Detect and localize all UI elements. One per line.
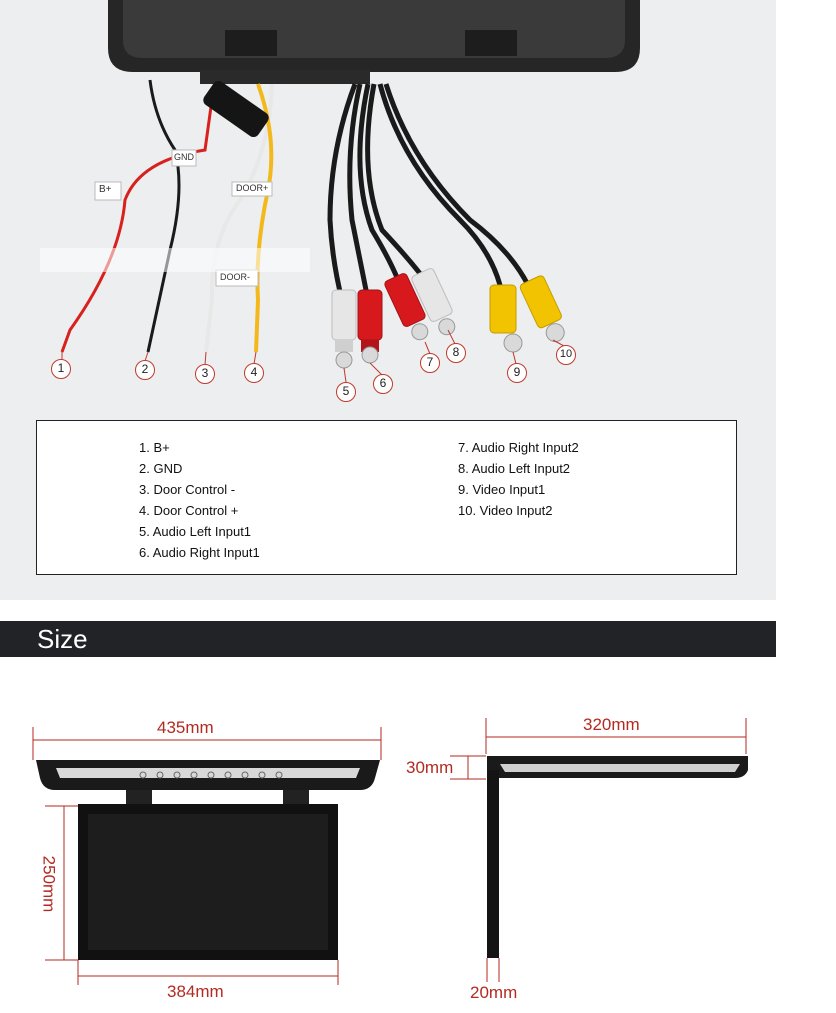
label-10: 10 <box>556 345 576 365</box>
legend-item: 7. Audio Right Input2 <box>458 440 579 455</box>
front-view-monitor <box>36 760 380 960</box>
legend-item: 8. Audio Left Input2 <box>458 461 571 476</box>
legend-item: 6. Audio Right Input1 <box>139 545 260 560</box>
side-view-monitor <box>487 756 748 958</box>
dim-side-depth: 320mm <box>583 715 640 734</box>
tag-bplus-text: B+ <box>99 184 112 195</box>
tag-gnd-text: GND <box>174 152 194 162</box>
label-6: 6 <box>373 374 393 394</box>
label-7: 7 <box>420 353 440 373</box>
label-8: 8 <box>446 343 466 363</box>
label-9: 9 <box>507 363 527 383</box>
tag-door-minus-text: DOOR- <box>220 272 250 282</box>
legend-item: 4. Door Control + <box>139 503 239 518</box>
legend-item: 3. Door Control - <box>139 482 236 497</box>
legend-item: 1. B+ <box>139 440 170 455</box>
label-3: 3 <box>195 364 215 384</box>
dim-front-height: 250mm <box>39 855 59 913</box>
legend-item: 10. Video Input2 <box>458 503 553 518</box>
legend-item: 2. GND <box>139 461 183 476</box>
label-4: 4 <box>244 363 264 383</box>
dim-side-panel: 20mm <box>470 983 518 1002</box>
size-title: Size <box>37 624 88 654</box>
dim-side-thickness: 30mm <box>406 758 454 777</box>
label-5: 5 <box>336 382 356 402</box>
legend-item: 5. Audio Left Input1 <box>139 524 252 539</box>
legend-item: 9. Video Input1 <box>458 482 546 497</box>
tag-door-plus-text: DOOR+ <box>236 183 269 193</box>
label-1: 1 <box>51 359 71 379</box>
label-2: 2 <box>135 360 155 380</box>
dim-front-width-top: 435mm <box>157 718 214 737</box>
dim-front-width-bottom: 384mm <box>167 982 224 1001</box>
